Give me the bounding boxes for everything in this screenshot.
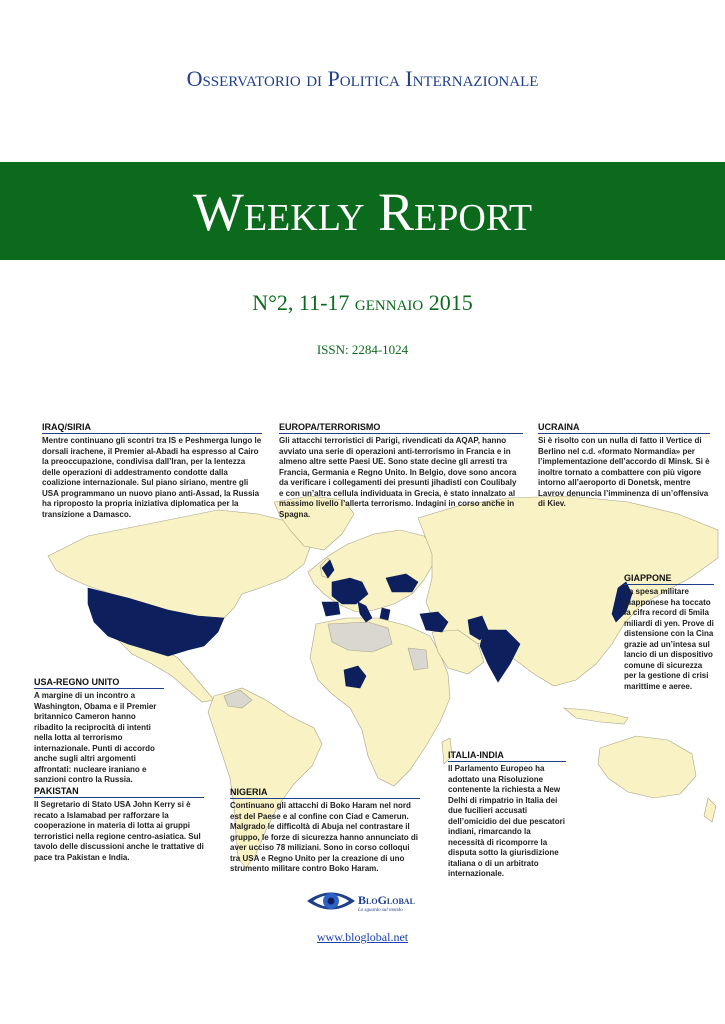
news-text: La spesa militare giapponese ha toccato la cifra record di 5mila miliardi di yen. Prove di distensione con la Cina grazie ad un’intesa sul lancio di un dispositivo comune di sicurezza per la gestione di crisi marittime e aeree. bbox=[624, 587, 714, 691]
spain bbox=[322, 602, 340, 616]
news-text: Il Parlamento Europeo ha adottato una Risoluzione contenente la richiesta a New Delhi di rimpatrio in Italia dei due fucilieri accusati dell’omicidio dei due pescatori indiani, rimarcando la necessità di ricomporre la disputa sotto la giurisdizione italiana o di un arbitrato internazionale. bbox=[448, 764, 565, 878]
news-heading: EUROPA/TERRORISMO bbox=[279, 422, 523, 434]
logo-name: BloGlobal bbox=[358, 893, 415, 907]
website-link[interactable]: www.bloglobal.net bbox=[316, 930, 409, 944]
news-heading: PAKISTAN bbox=[34, 786, 204, 798]
news-text: Si è risolto con un nulla di fatto il Vertice di Berlino nel c.d. «formato Normandia» per l’implementazione dell’accordo di Minsk. Si è inoltre tornato a combattere con più vigore intorno all’aeroporto di Donetsk, mentre Lavrov denuncia l’imminenza di un’offensiva di Kiev. bbox=[538, 436, 710, 508]
news-italia-india bbox=[448, 750, 566, 880]
news-heading: ITALIA-INDIA bbox=[448, 750, 566, 762]
news-heading: NIGERIA bbox=[230, 787, 420, 799]
issn: ISSN: 2284-1024 bbox=[316, 342, 409, 357]
news-giappone bbox=[624, 573, 714, 692]
news-europa-terrorismo bbox=[279, 422, 523, 520]
issue-number: N°2, 11-17 gennaio 2015 bbox=[252, 290, 473, 315]
title-banner bbox=[0, 162, 725, 260]
report-title: Weekly Report bbox=[192, 182, 533, 242]
news-text: A margine di un incontro a Washington, Obama e il Premier britannico Cameron hanno ribadito la reciprocità di intenti nella lotta al terrorismo internazionale. Punti di accordo anche sugli altri argomenti affrontati: nucleare iraniano e sanzioni contro la Russia. bbox=[34, 691, 157, 784]
news-iraq-siria bbox=[42, 422, 262, 520]
organization-name: Osservatorio di Politica Internazionale bbox=[186, 66, 539, 91]
greece bbox=[380, 608, 390, 620]
new-zealand bbox=[704, 798, 716, 822]
news-text: Il Segretario di Stato USA John Kerry si è recato a Islamabad per rafforzare la cooperazione in materia di lotta ai gruppi terroristici nella regione centro-asiatica. Sul tavolo delle discussioni anche le trattative di pace tra Pakistan e India. bbox=[34, 800, 204, 862]
news-pakistan bbox=[34, 786, 204, 863]
news-text: Mentre continuano gli scontri tra IS e Peshmerga lungo le dorsali irachene, il Premier al-Abadi ha espresso al Cairo la preoccupazione, condivisa dall’Iran, per la lentezza delle operazioni di addestramento condotte dalla coalizione internazionale. Sul piano siriano, mentre gli USA programmano un nuovo piano anti-Assad, la Russia ha riproposto la propria iniziativa diplomatica per la transizione a Damasco. bbox=[42, 436, 262, 519]
india bbox=[480, 630, 520, 682]
logo-tagline: Lo sguardo sul mondo bbox=[358, 908, 403, 913]
news-text: Gli attacchi terroristici di Parigi, rivendicati da AQAP, hanno avviato una serie di operazioni anti-terrorismo in Francia e in almeno altre sette Paesi UE. Sono state decine gli arresti tra Francia, Germania e Regno Unito. In Belgio, dove sono ancora da verificare i collegamenti dei presunti jihadisti con Coulibaly e con un’altra cellula individuata in Grecia, è stato innalzato al massimo livello l’allerta terrorismo. Indagini in corso anche in Spagna. bbox=[279, 436, 517, 519]
indonesia bbox=[564, 708, 628, 724]
news-text: Continuano gli attacchi di Boko Haram nel nord est del Paese e al confine con Ciad e Camerun. Malgrado le difficoltà di Abuja nel contrastare il gruppo, le forze di sicurezza hanno annunciato di aver ucciso 78 miliziani. Sono in corso colloqui tra USA e Regno Unito per la creazione di uno strumento militare contro Boko Haram. bbox=[230, 801, 419, 873]
north-america bbox=[48, 510, 312, 622]
news-heading: GIAPPONE bbox=[624, 573, 714, 585]
news-heading: UCRAINA bbox=[538, 422, 710, 434]
news-ucraina bbox=[538, 422, 710, 510]
australia bbox=[598, 736, 696, 798]
news-nigeria bbox=[230, 787, 420, 875]
news-usa-regno-unito bbox=[34, 677, 164, 786]
news-heading: USA-REGNO UNITO bbox=[34, 677, 164, 689]
news-heading: IRAQ/SIRIA bbox=[42, 422, 262, 434]
